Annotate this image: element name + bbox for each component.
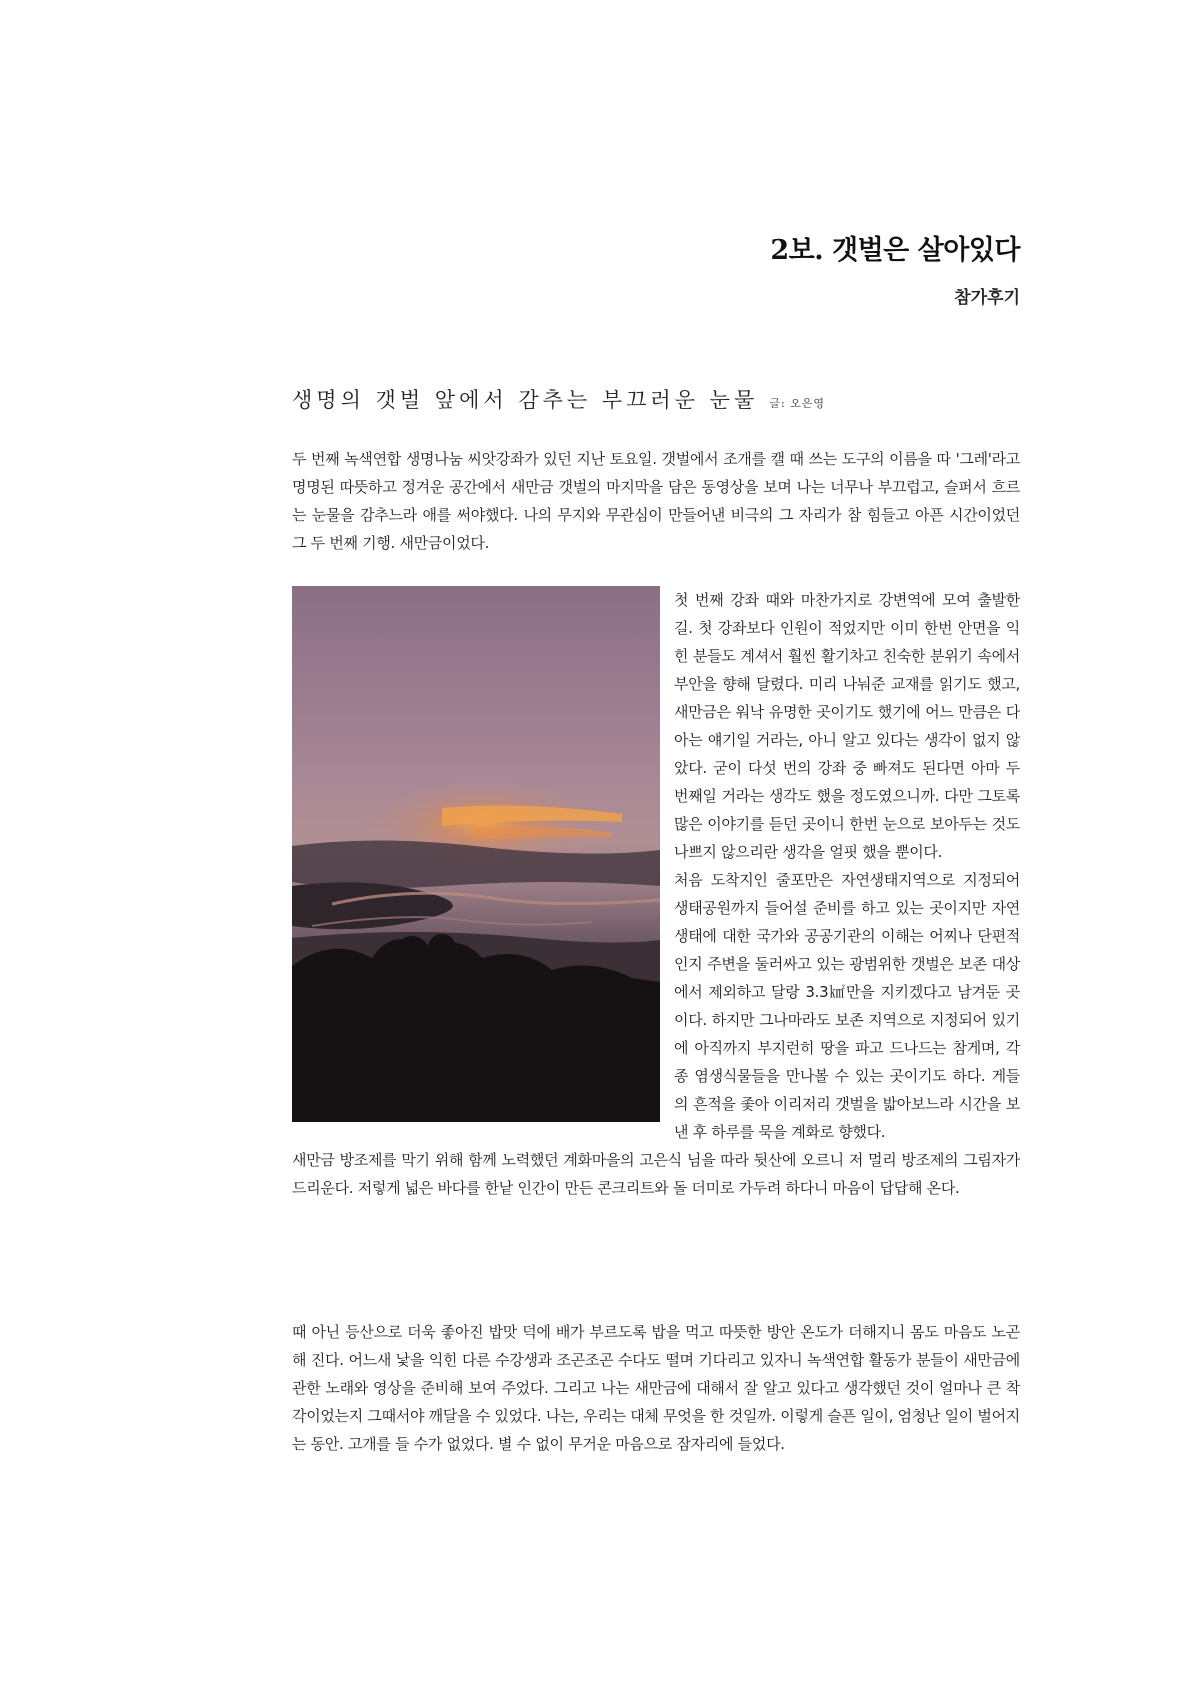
paragraph: 처음 도착지인 줄포만은 자연생태지역으로 지정되어 생태공원까지 들어설 준비를 하고 있는 곳이지만 자연생태에 대한 국가와 공공기관의 이해는 어찌나 단편적인지 주변을 둘러싸고 있는 광범위한 갯벌은 보존 대상에서 제외하고 달랑 3.3㎢만을 지키겠다고 남겨둔 곳이다. 하지만 그나마라도 보존 지역으로 지정되어 있기에 아직까지 부지런히 땅을 파고 드나드는 참게며, 각종 염생식물들을 만나볼 수 있는 곳이기도 하다. 게들의 흔적을 좇아 이리저리 갯벌을 밟아보느라 시간을 보낸 후 하루를 묵을 계화로 향했다. (674, 871, 1020, 1141)
paragraph: 첫 번째 강좌 때와 마찬가지로 강변역에 모여 출발한 길. 첫 강좌보다 인원이 적었지만 이미 한번 안면을 익힌 분들도 계셔서 훨씬 활기차고 친숙한 분위기 속에서 부안을 향해 달렸다. 미리 나눠준 교재를 읽기도 했고, 새만금은 워낙 유명한 곳이기도 했기에 어느 만큼은 다 아는 얘기일 거라는, 아니 알고 있다는 생각이 없지 않았다. 굳이 다섯 번의 강좌 중 빠져도 된다면 아마 두 번째일 거라는 생각도 했을 정도였으니까. 다만 그토록 많은 이야기를 듣던 곳이니 한번 눈으로 보아두는 것도 나쁘지 않으리란 생각을 얼핏 했을 뿐이다. (674, 591, 1020, 861)
article-byline: 글: 오은영 (769, 397, 826, 410)
photo-wrapped-text-block (292, 586, 1020, 1202)
intro-paragraph-block (292, 445, 1020, 557)
closing-paragraph-block (292, 1318, 1020, 1458)
paragraph: 두 번째 녹색연합 생명나눔 씨앗강좌가 있던 지난 토요일. 갯벌에서 조개를 캘 때 쓰는 도구의 이름을 따 '그레'라고 명명된 따뜻하고 정겨운 공간에서 새만금 갯벌의 마지막을 담은 동영상을 보며 나는 너무나 부끄럽고, 슬퍼서 흐르는 눈물을 감추느라 애를 써야했다. 나의 무지와 무관심이 만들어낸 비극의 그 자리가 참 힘들고 아픈 시간이었던 그 두 번째 기행. 새만금이었다. (292, 450, 1020, 552)
section-subtitle: 참가후기 (954, 288, 1020, 308)
article-header (292, 384, 825, 414)
photo-illustration (292, 586, 660, 1122)
paragraph: 새만금 방조제를 막기 위해 함께 노력했던 계화마을의 고은식 님을 따라 뒷산에 오르니 저 멀리 방조제의 그림자가 드리운다. 저렇게 넓은 바다를 한낱 인간이 만든 콘크리트와 돌 더미로 가두려 하다니 마음이 답답해 온다. (292, 1151, 1020, 1197)
article-title: 생명의 갯벌 앞에서 감추는 부끄러운 눈물 (292, 388, 759, 412)
paragraph: 때 아닌 등산으로 더욱 좋아진 밥맛 덕에 배가 부르도록 밥을 먹고 따뜻한 방안 온도가 더해지니 몸도 마음도 노곤해 진다. 어느새 낯을 익힌 다른 수강생과 조곤조곤 수다도 떨며 기다리고 있자니 녹색연합 활동가 분들이 새만금에 관한 노래와 영상을 준비해 보여 주었다. 그리고 나는 새만금에 대해서 잘 알고 있다고 생각했던 것이 얼마나 큰 착각이었는지 그때서야 깨달을 수 있었다. 나는, 우리는 대체 무엇을 한 것일까. 이렇게 슬픈 일이, 엄청난 일이 벌어지는 동안. 고개를 들 수가 없었다. 별 수 없이 무거운 마음으로 잠자리에 들었다. (292, 1323, 1020, 1453)
sunset-tidal-flat-photo (292, 586, 660, 1122)
section-title: 2보. 갯벌은 살아있다 (770, 235, 1020, 266)
